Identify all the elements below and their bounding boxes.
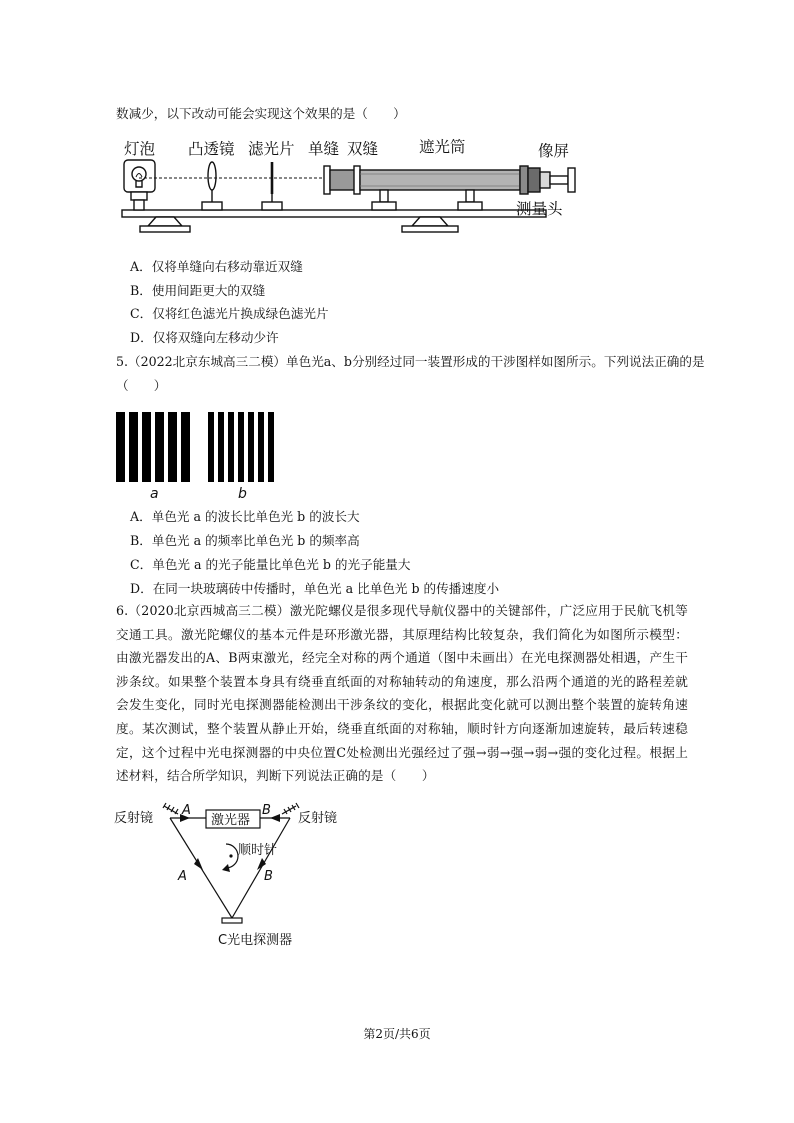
q4-option-c: C．仅将红色滤光片换成绿色滤光片 xyxy=(130,306,329,321)
q5-stem: 5.（2022北京东城高三二模）单色光a、b分别经过同一装置形成的干涉图样如图所示。下列说法正确的是 xyxy=(116,354,705,369)
q4-stem-tail: 数减少，以下改动可能会实现这个效果的是（ ） xyxy=(116,106,406,121)
page-footer: 第2页/共6页 xyxy=(363,1027,431,1041)
label-laser: 激光器 xyxy=(211,813,251,828)
label-single-slit: 单缝 xyxy=(308,140,340,158)
label-convex-lens: 凸透镜 xyxy=(188,140,235,158)
q6-stem: 6.（2020北京西城高三二模）激光陀螺仪是很多现代导航仪器中的关键部件，广泛应用于民航飞机等交通工具。激光陀螺仪的基本元件是环形激光器，其原理结构比较复杂，我们简化为如图所示模型：由激光器发出的A、B两束激光，经完全对称的两个通道（图中未画出）在光电探测器处相遇，产生干涉条纹。如果整个装置本身具有绕垂直纸面的对称轴转动的角速度，那么沿两个通道的光的路程差就会发生变化，同时光电探测器能检测出干涉条纹的变化，根据此变化就可以测出整个装置的旋转角速度。某次测试，整个装置从静止开始，绕垂直纸面的对称轴，顺时针方向逐渐加速旋转，最后转速稳定，这个过程中光电探测器的中央位置C处检测出光强经过了强→弱→强→弱→强的变化过程。根据上述材料，结合所学知识，判断下列说法正确的是（ ） xyxy=(116,603,688,784)
label-beam-b-top: B xyxy=(262,803,271,818)
fringes-b xyxy=(208,412,274,482)
label-mirror-left: 反射镜 xyxy=(114,811,154,826)
label-beam-a-top: A xyxy=(182,803,191,818)
q4-option-b: B．使用间距更大的双缝 xyxy=(130,283,266,298)
fringes-a xyxy=(116,412,190,482)
label-double-slit: 双缝 xyxy=(347,140,379,158)
label-screen: 像屏 xyxy=(538,142,570,160)
q5-option-c: C．单色光 a 的光子能量比单色光 b 的光子能量大 xyxy=(130,557,411,572)
label-filter: 滤光片 xyxy=(248,140,295,158)
laser-gyroscope-figure xyxy=(114,800,354,955)
q4-option-d: D．仅将双缝向左移动少许 xyxy=(130,330,279,345)
label-detector: C光电探测器 xyxy=(218,933,293,948)
label-b: b xyxy=(238,486,247,502)
q5-option-b: B．单色光 a 的频率比单色光 b 的频率高 xyxy=(130,533,360,548)
label-tube: 遮光筒 xyxy=(419,138,466,156)
label-bulb: 灯泡 xyxy=(124,140,156,158)
double-slit-apparatus-figure xyxy=(118,134,588,246)
interference-fringes-figure xyxy=(114,410,284,502)
label-a: a xyxy=(150,486,159,502)
label-clockwise: 顺时针 xyxy=(238,843,278,858)
label-beam-b-side: B xyxy=(264,869,273,884)
q5-option-a: A．单色光 a 的波长比单色光 b 的波长大 xyxy=(130,509,360,524)
q5-option-d: D．在同一块玻璃砖中传播时，单色光 a 比单色光 b 的传播速度小 xyxy=(130,581,500,596)
label-beam-a-side: A xyxy=(178,869,187,884)
label-measuring-head: 测量头 xyxy=(516,200,563,218)
q5-stem-bracket: （ ） xyxy=(116,378,167,393)
q4-option-a: A．仅将单缝向右移动靠近双缝 xyxy=(130,259,303,274)
label-mirror-right: 反射镜 xyxy=(298,811,338,826)
